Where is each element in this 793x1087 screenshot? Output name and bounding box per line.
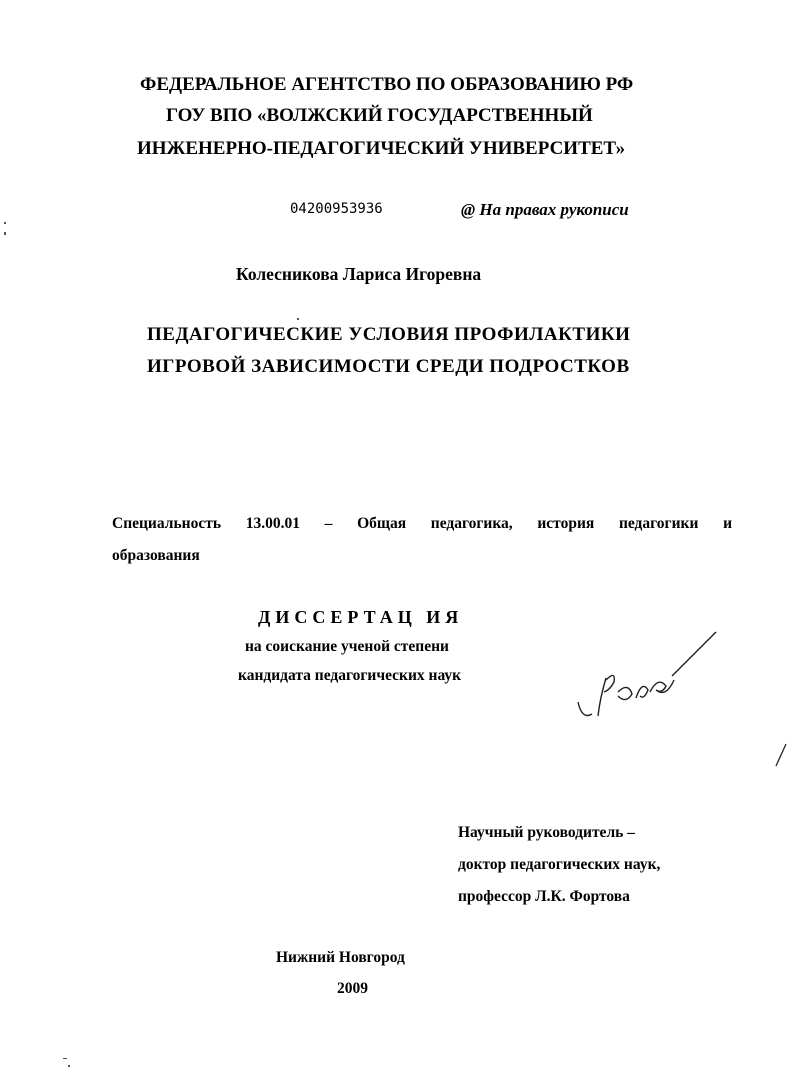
degree-line-1: на соискание ученой степени [245,638,449,655]
scan-speck [4,222,6,224]
scan-speck [68,1065,70,1067]
margin-pen-stroke [774,742,788,768]
university-line-1: ГОУ ВПО «ВОЛЖСКИЙ ГОСУДАРСТВЕННЫЙ [166,105,593,126]
scan-speck [297,318,299,320]
year: 2009 [337,980,368,997]
supervisor-degree: доктор педагогических наук, [458,856,661,873]
specialty-line-1: Специальность 13.00.01 – Общая педагогика, история педагогики и [112,515,732,532]
city: Нижний Новгород [276,949,405,966]
stamp-number: 04200953936 [290,201,383,217]
handwritten-signature [570,620,730,730]
specialty-line-2: образования [112,547,200,564]
supervisor-label: Научный руководитель – [458,824,635,841]
dissertation-title-line-1: ПЕДАГОГИЧЕСКИЕ УСЛОВИЯ ПРОФИЛАКТИКИ [147,324,631,345]
scan-speck [4,232,6,235]
dissertation-title-line-2: ИГРОВОЙ ЗАВИСИМОСТИ СРЕДИ ПОДРОСТКОВ [147,356,630,377]
degree-line-2: кандидата педагогических наук [238,667,462,684]
agency-heading: ФЕДЕРАЛЬНОЕ АГЕНТСТВО ПО ОБРАЗОВАНИЮ РФ [140,74,634,95]
manuscript-note: @ На правах рукописи [461,200,629,219]
university-line-2: ИНЖЕНЕРНО-ПЕДАГОГИЧЕСКИЙ УНИВЕРСИТЕТ» [137,138,626,159]
supervisor-name: профессор Л.К. Фортова [458,888,630,905]
dissertation-heading: ДИССЕРТАЦ ИЯ [258,607,464,627]
scan-speck [63,1058,67,1059]
author-name: Колесникова Лариса Игоревна [236,264,482,284]
